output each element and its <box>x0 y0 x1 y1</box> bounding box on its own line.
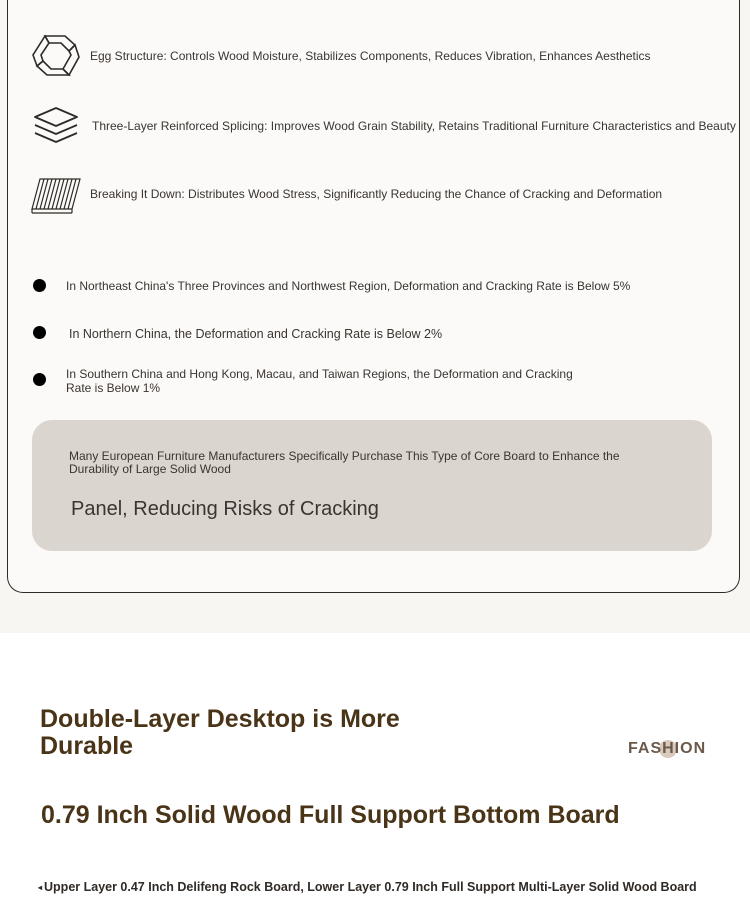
note-box <box>32 420 712 551</box>
feature-three-layer <box>30 102 736 150</box>
caption <box>38 880 697 894</box>
feature-text: Three-Layer Reinforced Splicing: Improves Wood Grain Stability, Retains Traditional Furniture Characteristics and Beauty <box>92 119 736 133</box>
brand-text: FASHION <box>628 740 707 757</box>
wood-planks-icon <box>30 170 82 218</box>
bullet-text: In Southern China and Hong Kong, Macau, and Taiwan Regions, the Deformation and Cracking Rate is Below 1% <box>66 367 573 395</box>
hexagon-egg-icon <box>30 32 82 80</box>
layers-icon <box>30 102 82 150</box>
brand-logo <box>628 740 706 758</box>
section-headline: Double-Layer Desktop is More Durable <box>40 705 400 760</box>
feature-egg-structure <box>30 32 651 80</box>
list-item <box>33 326 442 342</box>
small-arrow-icon: ◂ <box>38 882 43 892</box>
list-item <box>33 279 630 293</box>
bullet-icon <box>33 326 46 339</box>
bullet-text: In Northern China, the Deformation and Cracking Rate is Below 2% <box>69 327 443 341</box>
list-item <box>33 367 576 395</box>
feature-text: Egg Structure: Controls Wood Moisture, Stabilizes Components, Reduces Vibration, Enhances Aesthetics <box>90 49 651 63</box>
bullet-text: In Northeast China's Three Provinces and Northwest Region, Deformation and Cracking Rate is Below 5% <box>66 279 631 293</box>
feature-text: Breaking It Down: Distributes Wood Stress, Significantly Reducing the Chance of Cracking and Deformation <box>90 187 663 201</box>
feature-breaking-down <box>30 170 662 218</box>
bullet-icon <box>33 279 46 292</box>
bullet-icon <box>33 373 46 386</box>
caption-text: Upper Layer 0.47 Inch Delifeng Rock Board, Lower Layer 0.79 Inch Full Support Multi-Layer Solid Wood Board <box>44 880 697 894</box>
note-big-text: Panel, Reducing Risks of Cracking <box>71 498 379 520</box>
note-small-text: Many European Furniture Manufacturers Specifically Purchase This Type of Core Board to Enhance the Durability of Large Solid Wood <box>69 449 620 476</box>
section-subheadline: 0.79 Inch Solid Wood Full Support Bottom Board <box>41 801 620 829</box>
